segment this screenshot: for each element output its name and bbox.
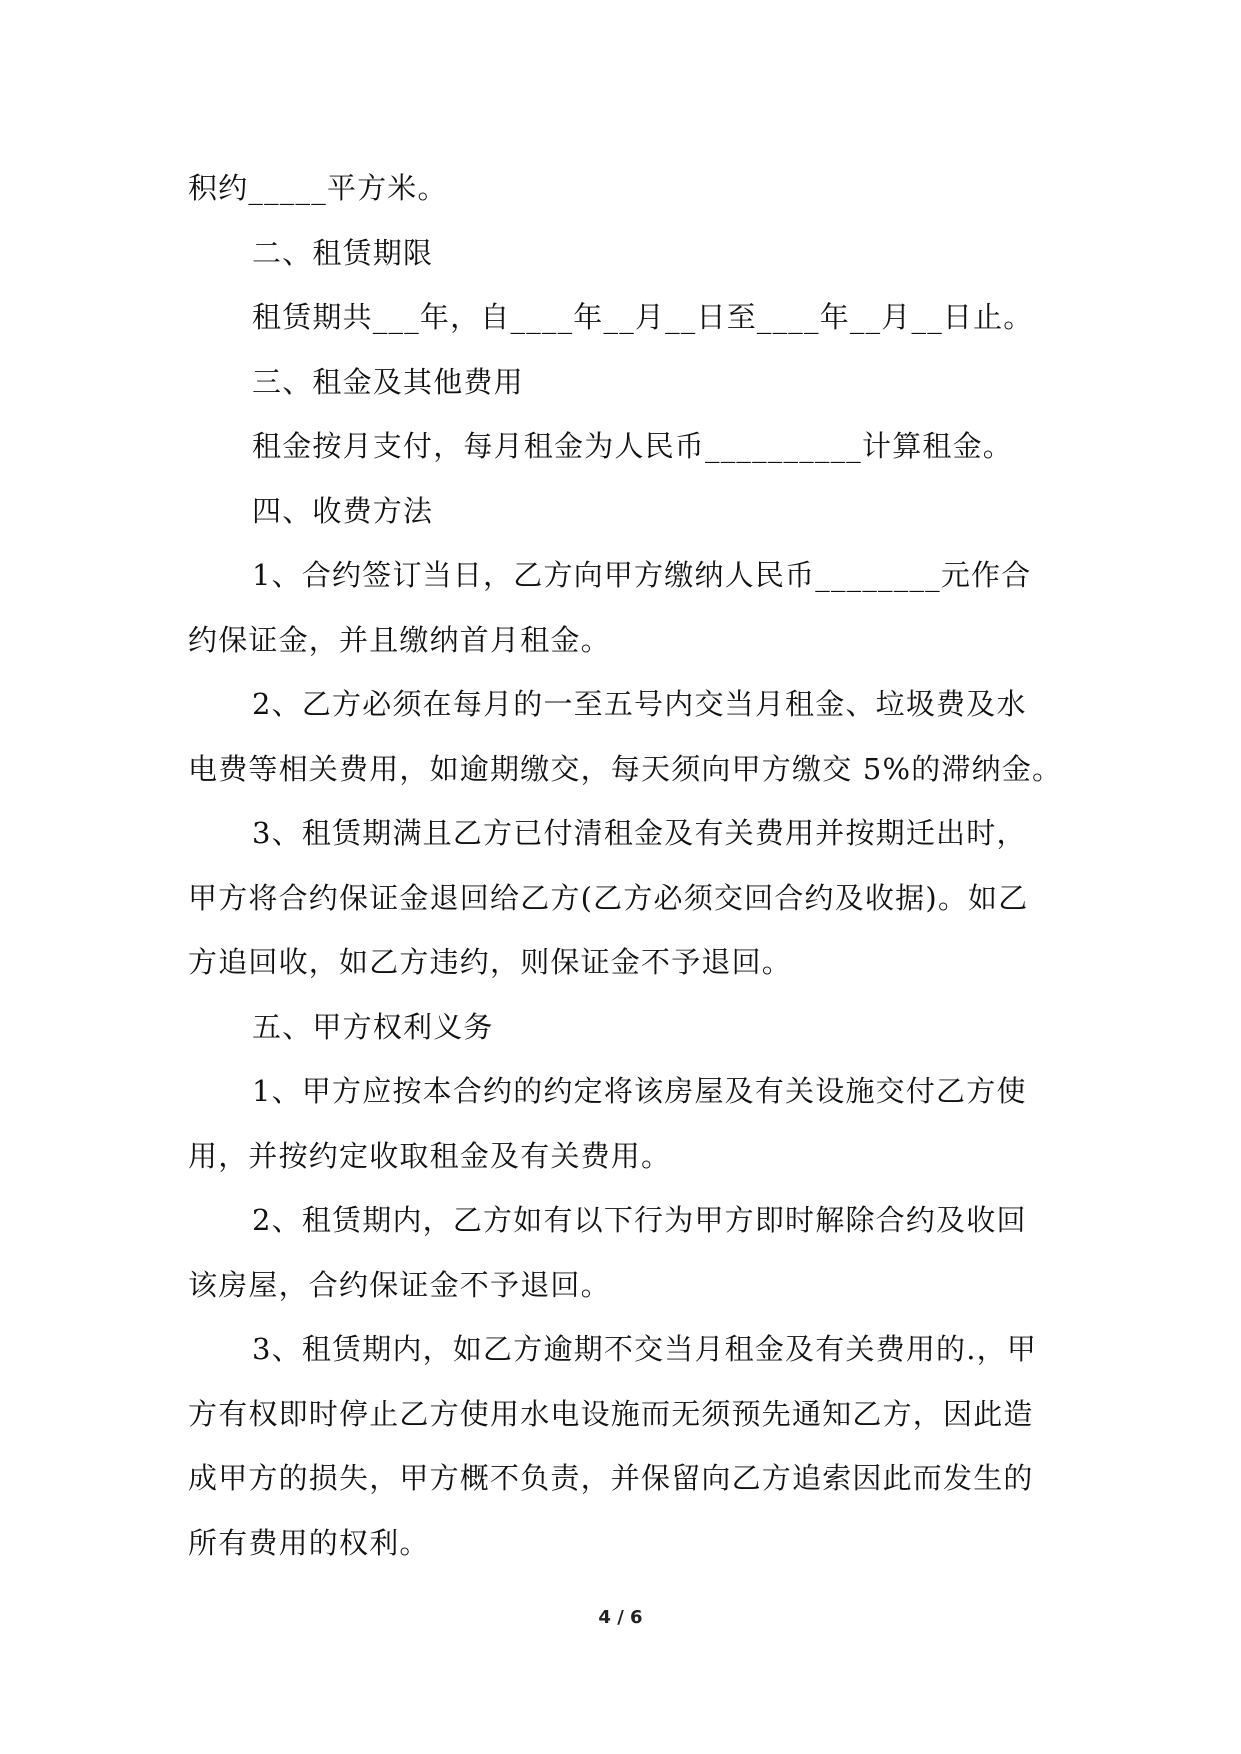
text-line: 方有权即时停止乙方使用水电设施而无须预先通知乙方，因此造 <box>188 1396 1034 1431</box>
text-line: 3、租赁期内，如乙方逾期不交当月租金及有关费用的.，甲 <box>252 1332 1038 1366</box>
text-line: 成甲方的损失，甲方概不负责，并保留向乙方追索因此而发生的 <box>188 1461 1034 1495</box>
text-line: 3、租赁期满且乙方已付清租金及有关费用并按期迁出时， <box>252 816 1027 850</box>
text-line: 电费等相关费用，如逾期缴交，每天须向甲方缴交 5%的滞纳金。 <box>188 751 1063 786</box>
text-line: 所有费用的权利。 <box>188 1525 430 1560</box>
text-line: 该房屋，合约保证金不予退回。 <box>188 1267 611 1302</box>
document-body <box>188 156 1068 1575</box>
text-line: 方追回收，如乙方违约，则保证金不予退回。 <box>188 945 793 979</box>
text-line: 甲方将合约保证金退回给乙方(乙方必须交回合约及收据)。如乙 <box>188 880 1029 915</box>
text-line: 1、甲方应按本合约的约定将该房屋及有关设施交付乙方使 <box>252 1074 1027 1108</box>
text-line: 租金按月支付，每月租金为人民币__________计算租金。 <box>252 429 1014 463</box>
text-line: 租赁期共___年，自____年__月__日至____年__月__日止。 <box>252 300 1034 334</box>
section-heading-landlord-rights: 五、甲方权利义务 <box>252 1009 494 1044</box>
section-heading-payment-method: 四、收费方法 <box>252 493 434 528</box>
section-heading-rent-fees: 三、租金及其他费用 <box>252 364 524 399</box>
page-number: 4 / 6 <box>598 1607 643 1628</box>
text-line: 2、乙方必须在每月的一至五号内交当月租金、垃圾费及水 <box>252 687 1027 721</box>
section-heading-lease-term: 二、租赁期限 <box>252 235 434 270</box>
text-line: 1、合约签订当日，乙方向甲方缴纳人民币________元作合 <box>252 558 1032 592</box>
text-line: 用，并按约定收取租金及有关费用。 <box>188 1138 672 1173</box>
text-line: 2、租赁期内，乙方如有以下行为甲方即时解除合约及收回 <box>252 1203 1027 1237</box>
text-line: 积约_____平方米。 <box>188 171 448 205</box>
text-line: 约保证金，并且缴纳首月租金。 <box>188 622 611 657</box>
